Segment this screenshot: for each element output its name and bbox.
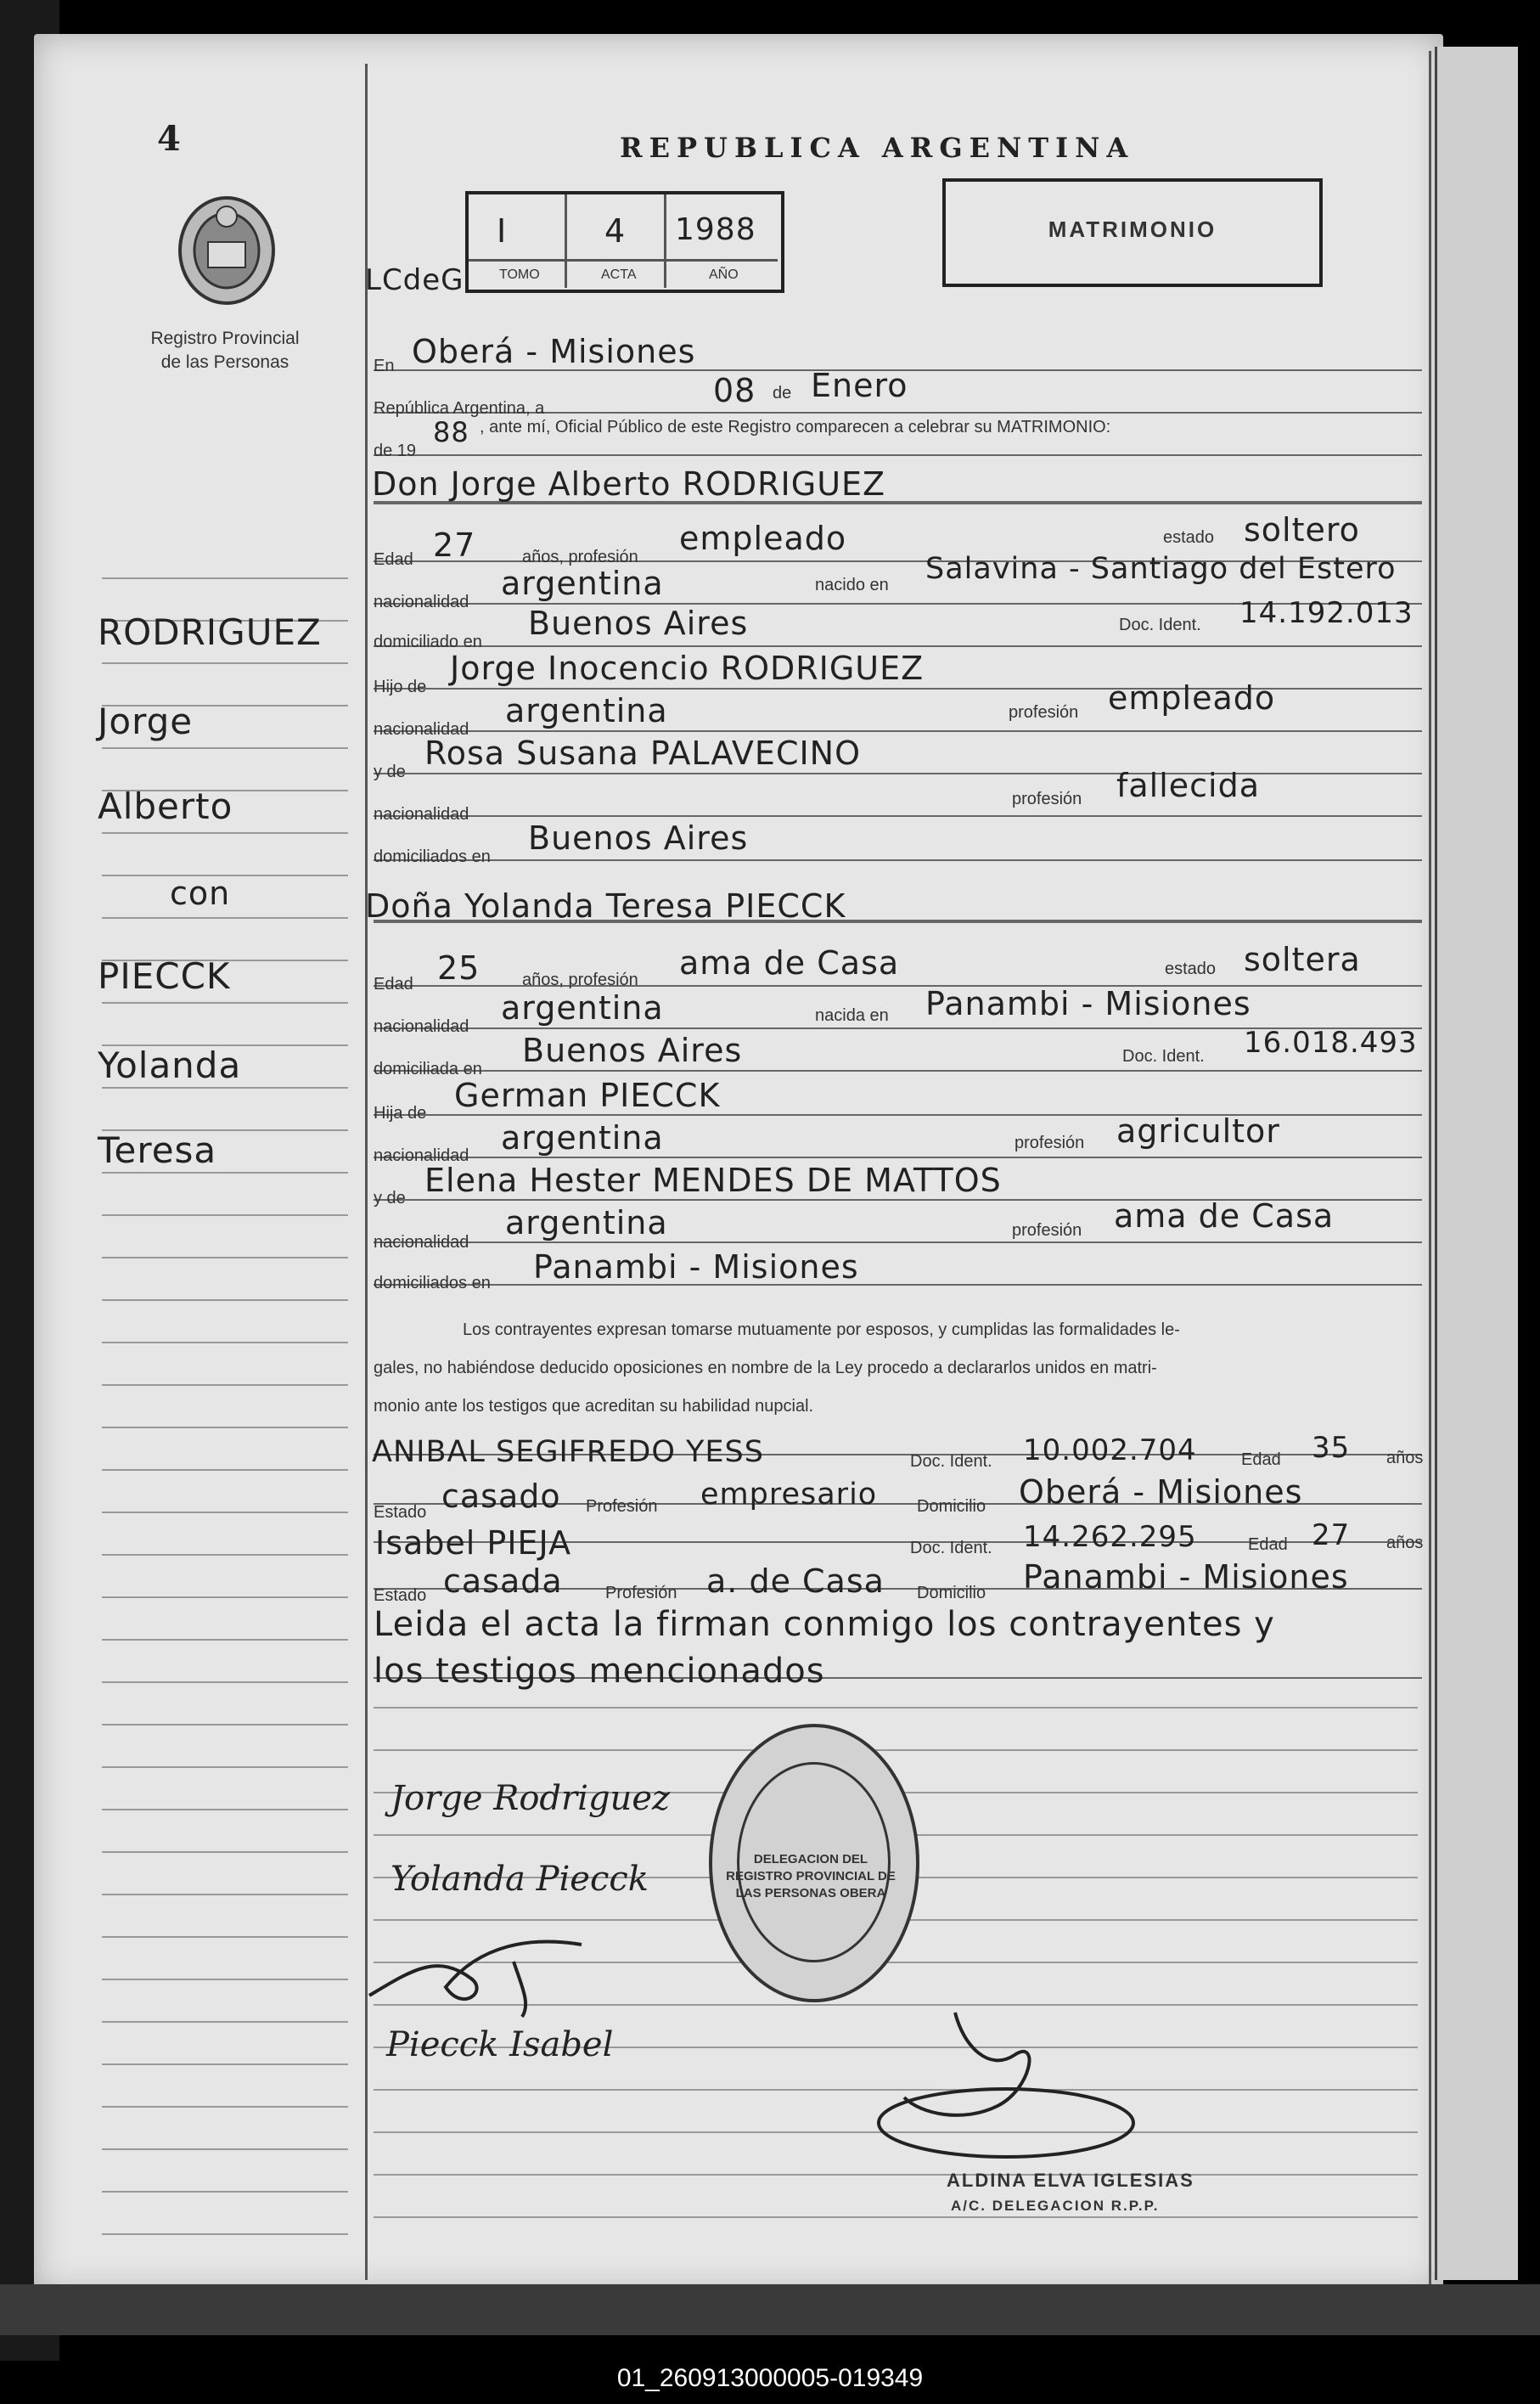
bride-dom-label: domiciliada en [374,1060,482,1078]
witness-1-estado-label: Estado [374,1503,427,1522]
form-fill-line [374,730,1422,732]
tomo-label: TOMO [499,267,540,282]
page-right-border [1429,51,1431,2284]
margin-rule [102,832,348,834]
form-fill-line [374,859,1422,861]
witness-2-estado: casada [443,1562,563,1600]
groom-father-prof-label: profesión [1009,703,1079,722]
declaration-line-1: Los contrayentes expresan tomarse mutuamente por esposos, y cumplidas las formalidades le- [463,1320,1180,1339]
day: 08 [713,372,756,409]
stamp-text: DELEGACION DEL REGISTRO PROVINCIAL DE LAS PERSONAS OBERA [726,1852,896,1900]
margin-rule [102,1469,348,1471]
groom-father-prof: empleado [1108,679,1276,717]
acta-label: ACTA [601,267,637,282]
witness-2-doc-label: Doc. Ident. [910,1539,992,1557]
page-rule [374,1707,1418,1709]
margin-groom-first: Jorge [98,701,194,742]
bride-mother: Elena Hester MENDES DE MATTOS [424,1162,1002,1199]
margin-rule [102,1512,348,1513]
box-divider [469,259,778,262]
margin-rule [102,1384,348,1386]
bride-born-label: nacida en [815,1006,889,1025]
margin-rule [102,1087,348,1089]
bride-mother-nac-label: nacionalidad [374,1233,469,1252]
bride-father-nac: argentina [501,1119,664,1157]
year-prefix: de 19 [374,442,417,460]
witness-1-edad-label: Edad [1241,1450,1281,1469]
margin-rule [102,917,348,919]
groom-edad-label: Edad [374,550,413,569]
margin-rule [102,1172,348,1174]
signature-bride: Yolanda Piecck [391,1860,649,1899]
bride-profession: ama de Casa [679,944,900,982]
bride-estado: soltera [1244,941,1361,978]
margin-bride-middle: Teresa [98,1129,217,1171]
groom-father: Jorge Inocencio RODRIGUEZ [450,650,925,687]
groom-domicile: Buenos Aires [528,605,749,642]
margin-rule [102,1002,348,1004]
bride-age: 25 [437,949,481,987]
margin-rule [102,1979,348,1980]
adjacent-page-edge [1435,47,1518,2280]
groom-born: Salavina - Santiago del Estero [925,552,1397,586]
acta-value: 4 [604,212,627,250]
witness-2-doc: 14.262.295 [1023,1520,1197,1554]
box-divider [664,194,666,288]
bride-parents-dom: Panambi - Misiones [533,1248,859,1286]
witness-2-anos-label: años [1386,1534,1424,1552]
bride-name: Doña Yolanda Teresa PIECCK [365,887,846,925]
groom-estado: soltero [1244,511,1360,549]
groom-father-nac-label: nacionalidad [374,720,469,739]
margin-rule [102,577,348,579]
official-title: A/C. DELEGACION R.P.P. [951,2198,1160,2214]
groom-mother-nac-label: nacionalidad [374,805,469,824]
witness-1-name: ANIBAL SEGIFREDO YESS [372,1435,764,1469]
margin-rule [102,1639,348,1641]
groom-mother-prof-label: profesión [1012,790,1082,808]
witness-2-prof-label: Profesión [605,1584,677,1602]
groom-profession: empleado [679,520,847,557]
witness-1-estado: casado [441,1478,561,1515]
margin-rule [102,1214,348,1216]
witness-1-domicile: Oberá - Misiones [1019,1473,1303,1511]
margin-bride-first: Yolanda [98,1044,242,1086]
form-fill-line [374,454,1422,456]
form-fill-line [374,815,1422,817]
margin-rule [102,2106,348,2108]
witness-1-profession: empresario [700,1478,878,1512]
margin-rule [102,2021,348,2023]
image-id: 01_260913000005-019349 [616,2364,924,2392]
bride-parents-dom-label: domiciliados en [374,1274,491,1292]
declaration-line-2: gales, no habiéndose deducido oposiciones en nombre de la Ley procedo a declararlos unidos en matri- [374,1359,1157,1377]
closing-line-2: los testigos mencionados [374,1652,825,1691]
groom-dom-label: domiciliado en [374,633,482,651]
bride-father: German PIECCK [454,1077,721,1114]
margin-rule [102,662,348,664]
margin-rule [102,2148,348,2150]
ano-value: 1988 [675,212,756,247]
witness-2-age: 27 [1312,1518,1351,1552]
groom-parents-dom-label: domiciliados en [374,847,491,866]
margin-rule [102,1299,348,1301]
page-rule [374,1749,1418,1751]
margin-groom-surname: RODRIGUEZ [98,611,322,653]
witness-1-dom-label: Domicilio [917,1497,986,1516]
signature-witness-1 [361,1928,599,2021]
witness-1-anos-label: años [1386,1449,1424,1467]
bride-father-nac-label: nacionalidad [374,1146,469,1165]
groom-estado-label: estado [1163,528,1215,547]
bride-nationality: argentina [501,989,664,1027]
book-bottom-edge [0,2284,1540,2335]
margin-rule [102,2063,348,2065]
groom-father-nac: argentina [505,692,668,729]
de-label: de [773,384,792,403]
groom-born-label: nacido en [815,576,889,594]
page-rule [374,2216,1418,2218]
groom-mother-label: y de [374,763,406,781]
witness-1-doc-label: Doc. Ident. [910,1452,992,1471]
republica-label: República Argentina, a [374,399,545,418]
groom-nationality: argentina [501,565,664,602]
bride-father-prof-label: profesión [1014,1134,1085,1152]
official-name: ALDINA ELVA IGLESIAS [947,2170,1194,2191]
margin-rule [102,1681,348,1683]
margin-bride-surname: PIECCK [98,955,231,997]
bride-father-label: Hija de [374,1104,427,1123]
declaration-line-3: monio ante los testigos que acreditan su habilidad nupcial. [374,1397,814,1416]
bride-mother-label: y de [374,1189,406,1208]
margin-rule [102,747,348,749]
bride-mother-prof-label: profesión [1012,1221,1082,1240]
groom-doc: 14.192.013 [1239,596,1414,630]
country-title: REPUBLICA ARGENTINA [620,132,1135,164]
form-fill-line [374,1284,1422,1286]
tomo-value: I [497,212,508,250]
margin-rule [102,1257,348,1258]
bride-mother-prof: ama de Casa [1114,1197,1335,1235]
witness-2-estado-label: Estado [374,1586,427,1605]
place: Oberá - Misiones [412,333,696,370]
margin-rule [102,1809,348,1810]
margin-con: con [170,875,231,912]
bride-domicile: Buenos Aires [522,1032,743,1069]
coat-of-arms-icon [174,195,280,310]
groom-mother-prof: fallecida [1116,767,1261,804]
ano-label: AÑO [709,267,739,282]
bride-doc: 16.018.493 [1244,1026,1418,1060]
bride-edad-label: Edad [374,975,413,994]
margin-rule [102,1936,348,1938]
groom-age: 27 [433,526,476,564]
appear-text: , ante mí, Oficial Público de este Registro comparecen a celebrar su MATRIMONIO: [480,418,1111,436]
form-fill-line [374,1157,1422,1158]
page-number: 4 [157,119,181,159]
form-fill-line [374,503,1422,504]
en-label: En [374,357,395,375]
witness-2-name: Isabel PIEJA [375,1524,572,1562]
margin-rule [102,1554,348,1556]
bride-estado-label: estado [1165,960,1217,978]
month: Enero [811,367,908,404]
margin-rule [102,1766,348,1768]
bride-prof-label: años, profesión [522,971,638,989]
groom-prof-label: años, profesión [522,548,638,566]
form-fill-line [374,645,1422,647]
margin-rule [102,1596,348,1598]
record-type: MATRIMONIO [1048,217,1217,242]
signature-official [870,1996,1150,2165]
signature-witness-2: Piecck Isabel [386,2025,614,2064]
bride-doc-label: Doc. Ident. [1122,1047,1205,1066]
margin-rule [102,2233,348,2235]
bride-mother-nac: argentina [505,1204,668,1241]
bride-born: Panambi - Misiones [925,985,1251,1022]
form-fill-line [374,773,1422,774]
margin-rule [102,1851,348,1853]
margin-rule [102,1724,348,1726]
signature-groom: Jorge Rodriguez [391,1779,671,1818]
groom-doc-label: Doc. Ident. [1119,616,1201,634]
form-fill-line [374,1070,1422,1072]
groom-name: Don Jorge Alberto RODRIGUEZ [372,465,886,503]
margin-rule [102,1427,348,1428]
groom-parents-dom: Buenos Aires [528,819,749,857]
page-rule [374,2174,1418,2176]
margin-rule [102,1342,348,1343]
groom-father-label: Hijo de [374,678,427,696]
bride-father-prof: agricultor [1116,1112,1280,1150]
form-fill-line [374,1241,1422,1243]
box-divider [565,194,567,288]
margin-groom-middle: Alberto [98,785,233,827]
witness-2-profession: a. de Casa [706,1562,885,1600]
margin-rule [102,2191,348,2193]
witness-2-edad-label: Edad [1248,1535,1288,1554]
witness-2-dom-label: Domicilio [917,1584,986,1602]
registry-label: Registro Provincial de las Personas [150,329,300,372]
margin-rule [102,1894,348,1895]
bride-nac-label: nacionalidad [374,1017,469,1036]
groom-nac-label: nacionalidad [374,593,469,611]
book-code: LCdeG [365,263,464,297]
year-suffix: 88 [433,416,469,448]
closing-line-1: Leida el acta la firman conmigo los contrayentes y [374,1605,1275,1644]
groom-mother: Rosa Susana PALAVECINO [424,735,862,772]
witness-1-doc: 10.002.704 [1023,1433,1197,1467]
witness-2-domicile: Panambi - Misiones [1023,1558,1349,1596]
witness-1-prof-label: Profesión [586,1497,658,1516]
witness-1-age: 35 [1312,1431,1351,1465]
